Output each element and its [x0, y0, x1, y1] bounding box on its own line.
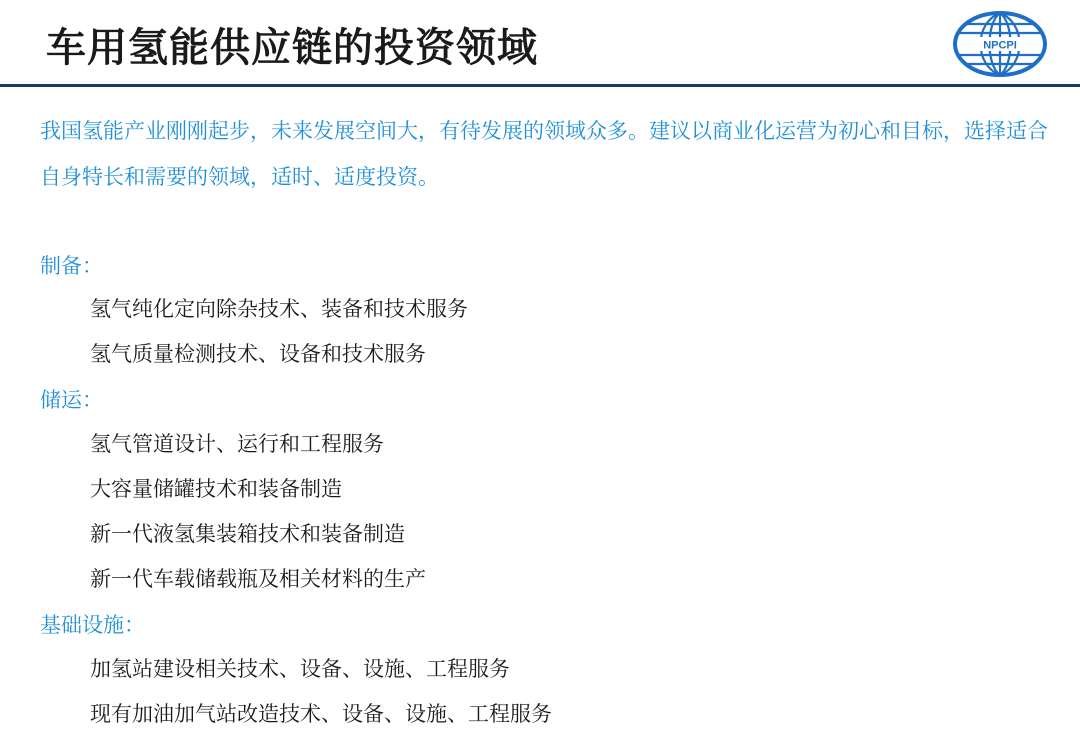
- section-heading-storage-transport: 储运：: [40, 388, 103, 412]
- section-heading-infrastructure: 基础设施：: [40, 613, 145, 637]
- globe-logo-icon: [950, 8, 1050, 80]
- bullet-item: 现有加油加气站改造技术、设备、设施、工程服务: [90, 702, 552, 726]
- section-heading-preparation: 制备：: [40, 254, 103, 278]
- title-divider: [0, 84, 1080, 87]
- bullet-item: 氢气纯化定向除杂技术、装备和技术服务: [90, 297, 468, 321]
- bullet-item: 加氢站建设相关技术、设备、设施、工程服务: [90, 657, 510, 681]
- logo-text: NPCPI: [983, 39, 1017, 52]
- bullet-item: 新一代车载储载瓶及相关材料的生产: [90, 567, 426, 591]
- bullet-item: 氢气质量检测技术、设备和技术服务: [90, 342, 426, 366]
- bullet-item: 大容量储罐技术和装备制造: [90, 477, 342, 501]
- intro-paragraph: 我国氢能产业刚刚起步，未来发展空间大，有待发展的领域众多。建议以商业化运营为初心和目标，选择适合自身特长和需要的领域，适时、适度投资。: [40, 119, 1048, 189]
- page-title: 车用氢能供应链的投资领域: [46, 25, 538, 71]
- bullet-item: 新一代液氢集装箱技术和装备制造: [90, 522, 405, 546]
- bullet-item: 氢气管道设计、运行和工程服务: [90, 432, 384, 456]
